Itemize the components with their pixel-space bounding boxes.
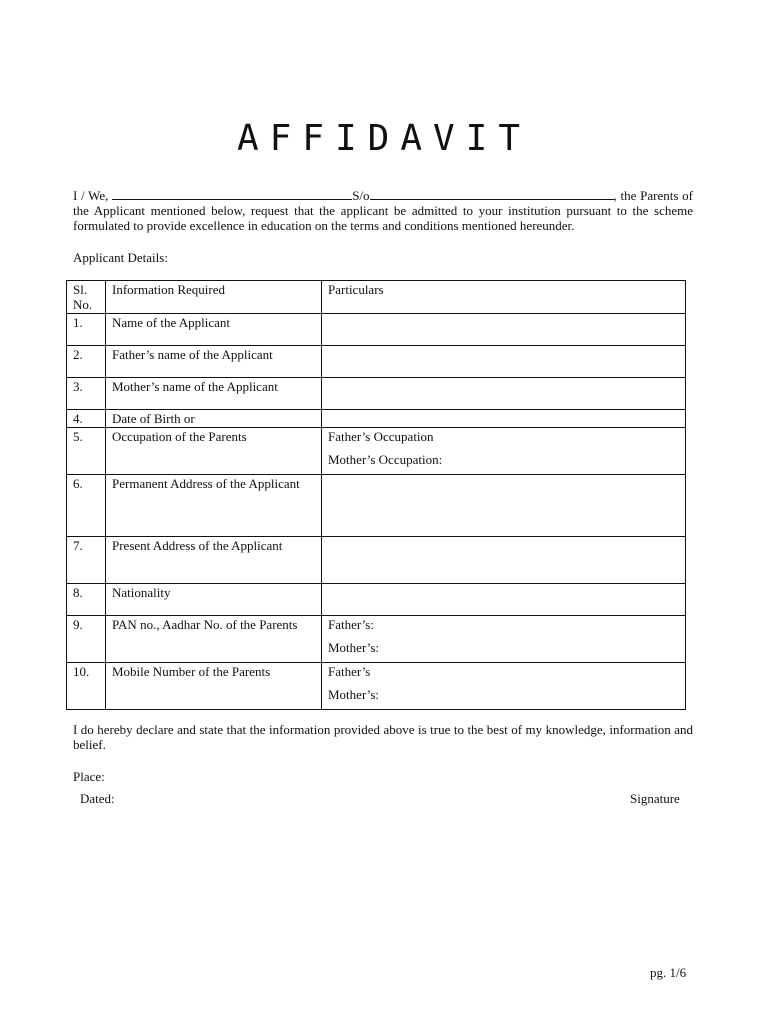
row-info: Mobile Number of the Parents: [106, 663, 322, 710]
row-particulars[interactable]: [322, 537, 686, 584]
table-row: [67, 584, 686, 616]
row-particulars[interactable]: [322, 346, 686, 378]
page-number: pg. 1/6: [650, 965, 687, 980]
row-particulars[interactable]: [322, 584, 686, 616]
mother-mobile-label: Mother’s:: [328, 687, 380, 702]
row-info: Nationality: [106, 584, 322, 616]
intro-rest: of the Applicant mentioned below, request that the applicant be admitted to your institution pursuant to the scheme formulated to provide excellence in education on the terms and conditions mentioned hereunder.: [73, 188, 694, 233]
dated-label: Dated:: [80, 791, 115, 806]
row-particulars[interactable]: [322, 616, 686, 663]
row-particulars[interactable]: [322, 428, 686, 475]
father-mobile-label: Father’s: [328, 664, 371, 679]
intro-paragraph: [73, 188, 693, 233]
row-particulars[interactable]: [322, 410, 686, 428]
table-header-row: [67, 281, 686, 314]
document-title: AFFIDAVIT: [236, 118, 532, 159]
father-name-blank-line[interactable]: [370, 188, 614, 200]
row-particulars[interactable]: [322, 663, 686, 710]
table-row: [67, 663, 686, 710]
row-info: Permanent Address of the Applicant: [106, 475, 322, 537]
row-info: Present Address of the Applicant: [106, 537, 322, 584]
row-number: 9.: [67, 616, 106, 663]
row-number: 10.: [67, 663, 106, 710]
father-pan-label: Father’s:: [328, 617, 374, 632]
row-number: 2.: [67, 346, 106, 378]
row-info: Father’s name of the Applicant: [106, 346, 322, 378]
table-row: [67, 346, 686, 378]
mother-occupation-label: Mother’s Occupation:: [328, 452, 443, 467]
table-row: [67, 314, 686, 346]
declaration-paragraph: I do hereby declare and state that the information provided above is true to the best of my knowledge, information and belief.: [73, 722, 693, 752]
table-row: [67, 537, 686, 584]
table-row: [67, 428, 686, 475]
father-occupation-label: Father’s Occupation: [328, 429, 434, 444]
row-number: 3.: [67, 378, 106, 410]
row-particulars[interactable]: [322, 378, 686, 410]
row-particulars[interactable]: [322, 475, 686, 537]
place-label: Place:: [73, 769, 105, 784]
row-info: Name of the Applicant: [106, 314, 322, 346]
signature-label: Signature: [630, 791, 680, 806]
table-row: [67, 378, 686, 410]
mother-pan-label: Mother’s:: [328, 640, 380, 655]
applicant-details-table: [66, 280, 686, 710]
row-number: 5.: [67, 428, 106, 475]
table-row: [67, 410, 686, 428]
header-information-required: Information Required: [106, 281, 322, 314]
row-number: 6.: [67, 475, 106, 537]
row-particulars[interactable]: [322, 314, 686, 346]
applicant-details-label: Applicant Details:: [73, 250, 168, 265]
row-info: Mother’s name of the Applicant: [106, 378, 322, 410]
intro-mid: S/o: [352, 188, 370, 203]
row-number: 7.: [67, 537, 106, 584]
table-row: [67, 475, 686, 537]
header-particulars: Particulars: [322, 281, 686, 314]
row-info: Date of Birth or: [106, 410, 322, 428]
table-row: [67, 616, 686, 663]
row-info: PAN no., Aadhar No. of the Parents: [106, 616, 322, 663]
row-number: 1.: [67, 314, 106, 346]
intro-suffix: , the Parents: [613, 188, 679, 203]
row-number: 8.: [67, 584, 106, 616]
row-number: 4.: [67, 410, 106, 428]
header-sl-no: Sl. No.: [67, 281, 106, 314]
name-blank-line[interactable]: [112, 188, 352, 200]
intro-prefix: I / We,: [73, 188, 113, 203]
row-info: Occupation of the Parents: [106, 428, 322, 475]
